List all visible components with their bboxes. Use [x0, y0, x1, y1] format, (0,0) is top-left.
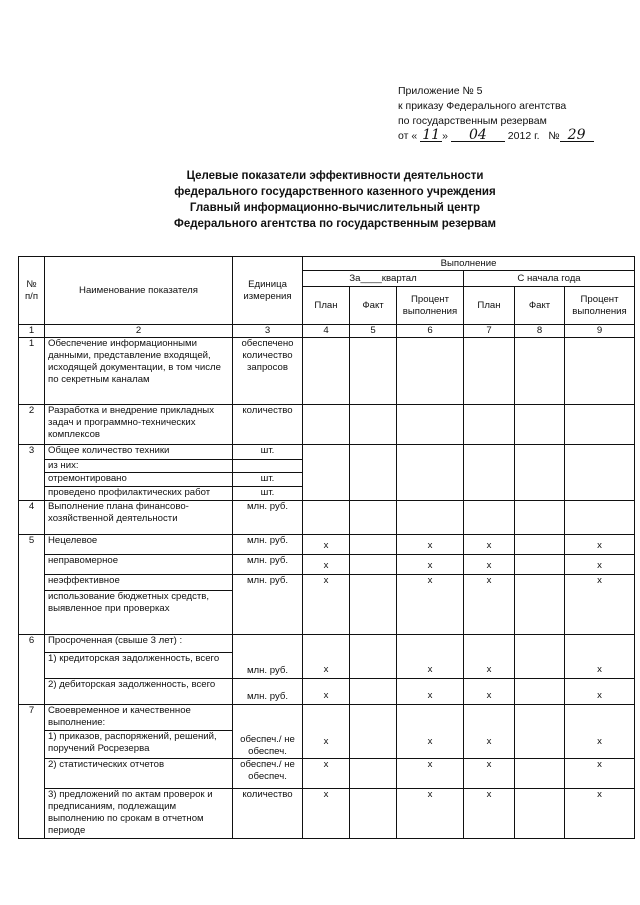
row-name: Выполнение плана финансово-хозяйственной деятельности [45, 501, 233, 535]
row-unit: млн. руб. [233, 501, 303, 535]
header-quarter: За____квартал [303, 271, 464, 287]
header-from-year: С начала года [464, 271, 635, 287]
mark-x: x [397, 635, 464, 679]
row-name: Нецелевое [45, 535, 233, 555]
colnum: 8 [515, 325, 565, 338]
mark-x: x [565, 635, 635, 679]
annex-block [398, 84, 594, 144]
header-execution: Выполнение [303, 257, 635, 271]
mark-x: x [303, 575, 350, 635]
row-subname: проведено профилактических работ [45, 487, 233, 501]
mark-x: x [464, 575, 515, 635]
mark-x: x [397, 555, 464, 575]
indicators-table-wrap [18, 256, 635, 839]
table-row: 2 Разработка и внедрение прикладных задач и программно-технических комплексов количество [19, 405, 635, 445]
mark-x: x [464, 759, 515, 789]
row-unit: млн. руб. [233, 635, 303, 679]
header-percent-q: Процент выполнения [397, 287, 464, 325]
row-unit: обеспеч./ не обеспеч. [233, 759, 303, 789]
row-name: Своевременное и качественное выполнение: [45, 705, 233, 731]
mark-x: x [565, 679, 635, 705]
mark-x: x [397, 575, 464, 635]
mark-x: x [565, 555, 635, 575]
row-subname: 1) приказов, распоряжений, решений, поручений Росрезерва [45, 731, 233, 759]
header-num: № п/п [19, 257, 45, 325]
annex-title: Приложение № 5 [398, 85, 483, 97]
row-unit: обеспечено количество запросов [233, 338, 303, 405]
mark-x: x [397, 789, 464, 839]
annex-date-line: от « 11 » 04 2012 г. № 29 [398, 129, 594, 144]
colnum: 7 [464, 325, 515, 338]
mark-x: x [565, 535, 635, 555]
header-plan-q: План [303, 287, 350, 325]
mark-x: x [565, 705, 635, 759]
mark-x: x [565, 759, 635, 789]
mark-x: x [303, 535, 350, 555]
table-row: 7 Своевременное и качественное выполнение: обеспеч./ не обеспеч. x x x x [19, 705, 635, 731]
row-unit: количество [233, 405, 303, 445]
header-name: Наименование показателя [45, 257, 233, 325]
row-name: Разработка и внедрение прикладных задач и программно-технических комплексов [45, 405, 233, 445]
row-subname: неправомерное [45, 555, 233, 575]
row-subname: отремонтировано [45, 473, 233, 487]
annex-year: 2012 г. [507, 130, 540, 142]
row-unit: обеспеч./ не обеспеч. [233, 705, 303, 759]
mark-x: x [464, 789, 515, 839]
column-numbers-row [19, 325, 635, 338]
mark-x: x [464, 535, 515, 555]
annex-agency-line: по государственным резервам [398, 115, 547, 127]
row-subname: 3) предложений по актам проверок и предписаниям, подлежащим выполнению по срокам в отчетном периоде [45, 789, 233, 839]
row-subname: 2) дебиторская задолженность, всего [45, 679, 233, 705]
mark-x: x [397, 705, 464, 759]
mark-x: x [303, 555, 350, 575]
table-row: 4 Выполнение плана финансово-хозяйственной деятельности млн. руб. [19, 501, 635, 535]
table-row: 5 Нецелевое млн. руб. x x x x [19, 535, 635, 555]
mark-x: x [565, 575, 635, 635]
mark-x: x [397, 679, 464, 705]
handwritten-number: 29 [560, 129, 594, 142]
colnum: 4 [303, 325, 350, 338]
mark-x: x [397, 535, 464, 555]
table-row: 6 Просроченная (свыше 3 лет) : млн. руб. x x x x [19, 635, 635, 653]
row-subname: использование бюджетных средств, выявленное при проверках [45, 591, 233, 635]
header-fact-y: Факт [515, 287, 565, 325]
colnum: 2 [45, 325, 233, 338]
header-percent-y: Процент выполнения [565, 287, 635, 325]
colnum: 6 [397, 325, 464, 338]
mark-x: x [464, 555, 515, 575]
row-subname: из них: [45, 460, 233, 473]
row-name: Просроченная (свыше 3 лет) : [45, 635, 233, 653]
header-plan-y: План [464, 287, 515, 325]
row-unit: млн. руб. [233, 535, 303, 555]
mark-x: x [397, 759, 464, 789]
mark-x: x [303, 789, 350, 839]
row-name: Общее количество техники [45, 445, 233, 460]
table-row: 1 Обеспечение информационными данными, представление входящей, исходящей документации, в том числе по секретным каналам обеспечено количество запросов [19, 338, 635, 405]
mark-x: x [565, 789, 635, 839]
row-unit: млн. руб. [233, 555, 303, 575]
row-subname: 2) статистических отчетов [45, 759, 233, 789]
header-fact-q: Факт [350, 287, 397, 325]
mark-x: x [464, 679, 515, 705]
mark-x: x [303, 759, 350, 789]
annex-order-line: к приказу Федерального агентства [398, 100, 567, 112]
row-subname: 1) кредиторская задолженность, всего [45, 653, 233, 679]
colnum: 3 [233, 325, 303, 338]
row-unit: млн. руб. [233, 679, 303, 705]
table-row: 3 Общее количество техники шт. [19, 445, 635, 460]
row-unit: шт. [233, 473, 303, 487]
handwritten-month: 04 [451, 129, 505, 142]
handwritten-day: 11 [420, 129, 442, 142]
colnum: 9 [565, 325, 635, 338]
row-name: Обеспечение информационными данными, представление входящей, исходящей документации, в том числе по секретным каналам [45, 338, 233, 405]
row-unit: млн. руб. [233, 575, 303, 635]
document-title: Целевые показатели эффективности деятельности федерального государственного казенного учреждения Главный информационно-вычислительный центр Федерального агентства по государственным резервам [174, 170, 496, 230]
mark-x: x [464, 635, 515, 679]
mark-x: x [464, 705, 515, 759]
header-unit: Единица измерения [233, 257, 303, 325]
row-subname: неэффективное [45, 575, 233, 591]
indicators-table [18, 256, 635, 839]
mark-x: x [303, 705, 350, 759]
row-unit: шт. [233, 487, 303, 501]
row-unit: количество [233, 789, 303, 839]
mark-x: x [303, 679, 350, 705]
colnum: 1 [19, 325, 45, 338]
colnum: 5 [350, 325, 397, 338]
row-unit: шт. [233, 445, 303, 460]
mark-x: x [303, 635, 350, 679]
